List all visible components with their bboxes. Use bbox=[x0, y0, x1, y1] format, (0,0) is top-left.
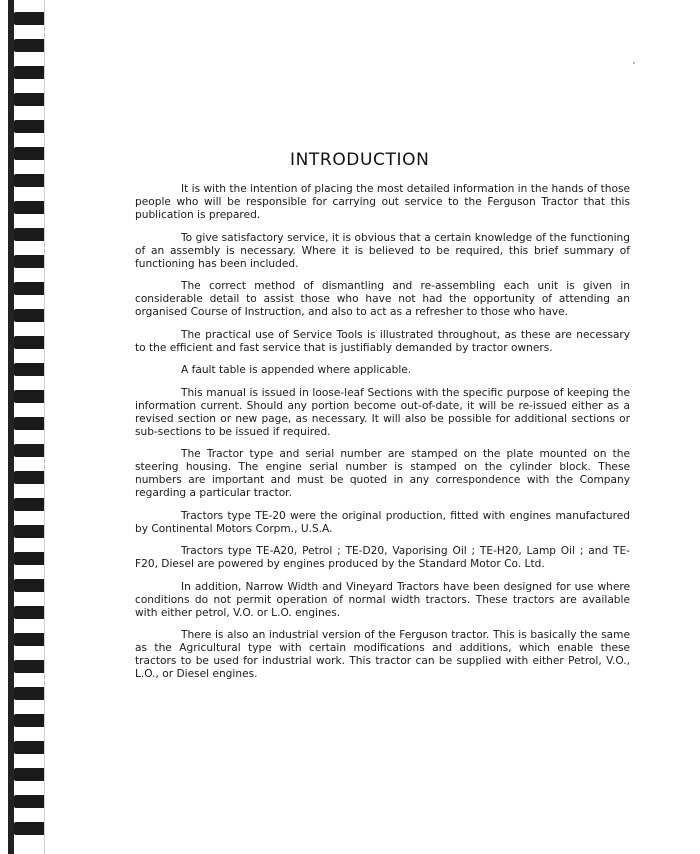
binding-coil bbox=[14, 66, 46, 79]
binding-coil bbox=[14, 444, 46, 457]
spiral-binding bbox=[0, 0, 46, 854]
binding-coil bbox=[14, 498, 46, 511]
binding-coil bbox=[14, 174, 46, 187]
binding-coil bbox=[14, 309, 46, 322]
body-text bbox=[135, 183, 630, 691]
binding-coil bbox=[14, 525, 46, 538]
binding-coil bbox=[14, 201, 46, 214]
paragraph: The practical use of Service Tools is illustrated throughout, as these are necessary to the efficient and fast service that is justifiably demanded by tractor owners. bbox=[135, 328, 630, 354]
binding-coil bbox=[14, 12, 46, 25]
binding-coil bbox=[14, 552, 46, 565]
paragraph: In addition, Narrow Width and Vineyard Tractors have been designed for use where conditions do not permit operation of normal width tractors. These tractors are available with either petrol, V.O. or L.O. engines. bbox=[135, 580, 630, 619]
paragraph: Tractors type TE-20 were the original production, fitted with engines manufactured by Continental Motors Corpm., U.S.A. bbox=[135, 509, 630, 535]
binding-coil bbox=[14, 93, 46, 106]
binding-coil bbox=[14, 39, 46, 52]
paragraph: A fault table is appended where applicable. bbox=[181, 364, 412, 376]
page-speck bbox=[633, 62, 635, 64]
binding-coil bbox=[14, 660, 46, 673]
paragraph: The Tractor type and serial number are stamped on the plate mounted on the steering housing. The engine serial number is stamped on the cylinder block. These numbers are important and must be quoted in any correspondence with the Company regarding a particular tractor. bbox=[135, 448, 630, 499]
paragraph: Tractors type TE-A20, Petrol ; TE-D20, Vaporising Oil ; TE-H20, Lamp Oil ; and TE-F20, Diesel are powered by engines produced by the Standard Motor Co. Ltd. bbox=[135, 545, 630, 570]
binding-coil bbox=[14, 147, 46, 160]
binding-coil bbox=[14, 687, 46, 700]
paragraph: It is with the intention of placing the most detailed information in the hands of those people who will be responsible for carrying out service to the Ferguson Tractor that this publication is prepared. bbox=[135, 183, 630, 221]
binding-coil bbox=[14, 768, 46, 781]
binding-coil bbox=[14, 606, 46, 619]
binding-coil bbox=[14, 120, 46, 133]
paragraph: To give satisfactory service, it is obvious that a certain knowledge of the functioning of an assembly is necessary. Where it is believed to be required, this brief summary of functioning has been included. bbox=[135, 231, 630, 270]
paragraph: The correct method of dismantling and re-assembling each unit is given in considerable detail to assist those who have not had the opportunity of attending an organised Course of Instruction, and also to act as a refresher to those who have. bbox=[135, 280, 630, 318]
binding-coil bbox=[14, 417, 46, 430]
paragraph: There is also an industrial version of the Ferguson tractor. This is basically the same as the Agricultural type with certain modifications and additions, which enable these tractors to be used for industrial work. This tractor can be supplied with either Petrol, V.O., L.O., or Diesel engines. bbox=[135, 629, 630, 680]
binding-coil bbox=[14, 741, 46, 754]
binding-coil bbox=[14, 795, 46, 808]
binding-coil bbox=[14, 363, 46, 376]
binding-coil bbox=[14, 282, 46, 295]
binding-coil bbox=[14, 579, 46, 592]
binding-coil bbox=[14, 714, 46, 727]
binding-coil bbox=[14, 255, 46, 268]
binding-coil bbox=[14, 336, 46, 349]
binding-coil bbox=[14, 228, 46, 241]
binding-coil bbox=[14, 390, 46, 403]
binding-coil bbox=[14, 822, 46, 835]
binding-coil bbox=[14, 471, 46, 484]
binding-coil bbox=[14, 633, 46, 646]
paragraph: This manual is issued in loose-leaf Sections with the specific purpose of keeping the information current. Should any portion become out-of-date, it will be re-issued either as a revised section or new page, as necessary. It will also be possible for additional sections or sub-sections to be issued if required. bbox=[135, 386, 630, 438]
page-title: INTRODUCTION bbox=[290, 150, 430, 170]
